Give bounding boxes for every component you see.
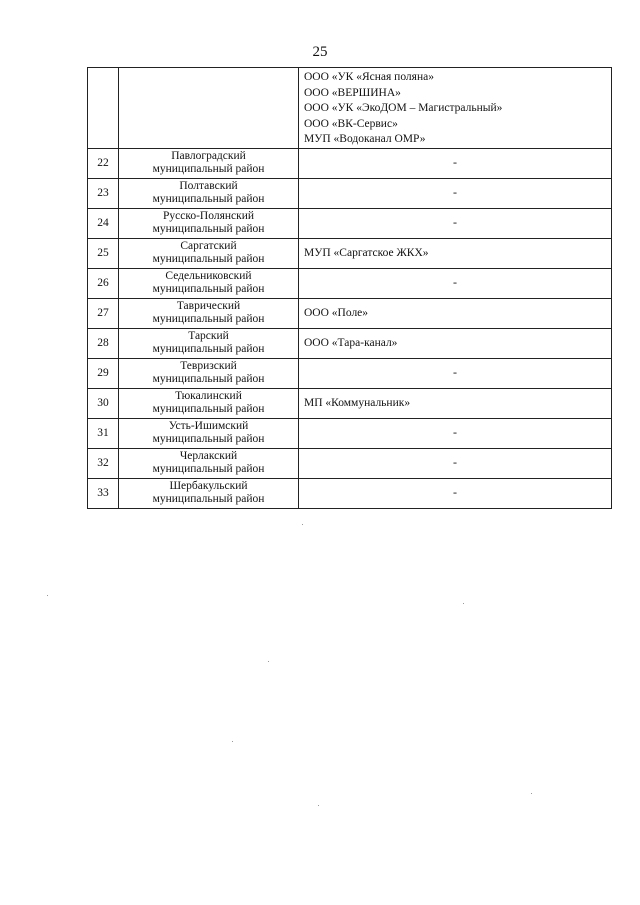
organizations-table	[87, 67, 612, 509]
district-name-line2: муниципальный район	[152, 373, 265, 385]
district-name-line1: Павлоградский	[171, 150, 246, 162]
district-name-line2: муниципальный район	[152, 253, 265, 265]
organization-empty	[299, 178, 612, 208]
row-number-cell	[88, 68, 119, 149]
organization-name: ООО «ВК-Сервис»	[304, 117, 398, 130]
district-name-line2: муниципальный район	[152, 463, 265, 475]
district-name-line1: Черлакский	[179, 450, 238, 462]
organization-empty	[299, 268, 612, 298]
table-row	[88, 328, 612, 358]
district-name-line1: Усть-Ишимский	[168, 420, 249, 432]
row-number: 25	[88, 238, 119, 268]
district-name-line2: муниципальный район	[152, 433, 265, 445]
district-name	[119, 238, 299, 268]
dash-mark: -	[453, 365, 457, 379]
row-number: 28	[88, 328, 119, 358]
organization-empty	[299, 148, 612, 178]
row-number: 22	[88, 148, 119, 178]
row-number: 29	[88, 358, 119, 388]
district-name-line2: муниципальный район	[152, 283, 265, 295]
table-row	[88, 478, 612, 508]
page-number: 25	[312, 44, 328, 60]
organization-empty	[299, 208, 612, 238]
organization-empty	[299, 418, 612, 448]
dash-mark: -	[453, 155, 457, 169]
district-name-line1: Саргатский	[180, 240, 237, 252]
district-name-line2: муниципальный район	[152, 193, 265, 205]
table-row	[88, 448, 612, 478]
district-name-line2: муниципальный район	[152, 163, 265, 175]
organization-name: ООО «УК «Ясная поляна»	[304, 71, 434, 83]
district-name	[119, 328, 299, 358]
district-name-line1: Полтавский	[179, 180, 238, 192]
organization-name: ООО «ВЕРШИНА»	[304, 86, 401, 99]
district-name-line2: муниципальный район	[152, 493, 265, 505]
table-row	[88, 418, 612, 448]
district-name	[119, 448, 299, 478]
scan-speck	[47, 595, 48, 596]
scan-speck	[302, 524, 303, 525]
table-row	[88, 208, 612, 238]
district-name-line2: муниципальный район	[152, 403, 265, 415]
table-row	[88, 358, 612, 388]
dash-mark: -	[453, 455, 457, 469]
dash-mark: -	[453, 215, 457, 229]
organization-name: ООО «Тара-канал»	[299, 328, 612, 358]
district-name	[119, 358, 299, 388]
row-number: 32	[88, 448, 119, 478]
district-name-line1: Седельниковский	[165, 270, 252, 282]
row-number: 23	[88, 178, 119, 208]
table-row	[88, 178, 612, 208]
scan-speck	[463, 603, 464, 604]
district-name-line1: Шербакульский	[169, 480, 248, 492]
scan-speck	[318, 805, 319, 806]
organization-name: МП «Коммунальник»	[299, 388, 612, 418]
organization-name: ООО «УК «ЭкоДОМ – Магистральный»	[304, 102, 503, 114]
district-name-line2: муниципальный район	[152, 223, 265, 235]
organization-name: ООО «Поле»	[299, 298, 612, 328]
district-name	[119, 298, 299, 328]
dash-mark: -	[453, 485, 457, 499]
district-name	[119, 418, 299, 448]
organization-empty	[299, 448, 612, 478]
scan-speck	[268, 661, 269, 662]
district-name-line1: Тюкалинский	[175, 390, 242, 402]
district-name-line1: Тевризский	[180, 360, 237, 372]
table-row	[88, 238, 612, 268]
district-name-line1: Русско-Полянский	[162, 210, 255, 222]
table-row-continuation	[88, 68, 612, 149]
dash-mark: -	[453, 275, 457, 289]
district-name	[119, 208, 299, 238]
district-name	[119, 178, 299, 208]
row-number: 24	[88, 208, 119, 238]
district-name	[119, 148, 299, 178]
district-name	[119, 478, 299, 508]
district-name-line1: Тарский	[188, 330, 229, 342]
district-name-line2: муниципальный район	[152, 313, 265, 325]
district-name-line2: муниципальный район	[152, 343, 265, 355]
row-number: 31	[88, 418, 119, 448]
table-row	[88, 388, 612, 418]
table-row	[88, 268, 612, 298]
organization-name: МУП «Саргатское ЖКХ»	[299, 238, 612, 268]
table-row	[88, 148, 612, 178]
organization-empty	[299, 358, 612, 388]
organizations-cell	[299, 68, 612, 149]
row-number: 26	[88, 268, 119, 298]
organization-empty	[299, 478, 612, 508]
row-number: 33	[88, 478, 119, 508]
district-name-cell	[119, 68, 299, 149]
row-number: 27	[88, 298, 119, 328]
district-name	[119, 268, 299, 298]
district-name-line1: Таврический	[176, 300, 241, 312]
organization-name: МУП «Водоканал ОМР»	[304, 133, 426, 145]
scan-speck	[531, 793, 532, 794]
dash-mark: -	[453, 425, 457, 439]
scan-speck	[232, 741, 233, 742]
dash-mark: -	[453, 185, 457, 199]
row-number: 30	[88, 388, 119, 418]
table-row	[88, 298, 612, 328]
district-name	[119, 388, 299, 418]
